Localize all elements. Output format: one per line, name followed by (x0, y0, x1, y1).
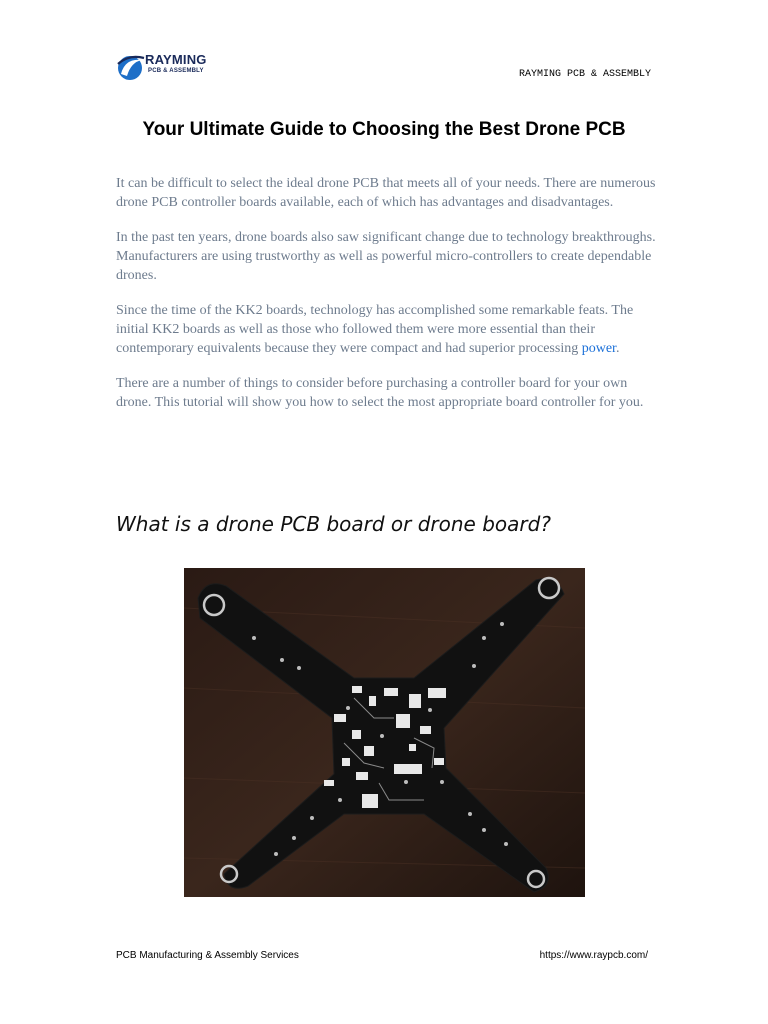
paragraph-3-end: . (615, 341, 620, 356)
rayming-logo-icon (115, 52, 145, 82)
logo-tagline: PCB & ASSEMBLY (148, 68, 204, 74)
paragraph-2: In the past ten years, drone boards also saw significant change due to technology breakthroughs. Manufacturers are using trustworthy as well as powerful micro-controllers to create dependable drones. (116, 230, 656, 283)
article-body (116, 174, 656, 428)
paragraph-3 (116, 301, 656, 358)
header-company-name: RAYMING PCB & ASSEMBLY (518, 69, 651, 80)
section-heading: What is a drone PCB board or drone board? (116, 512, 551, 536)
power-link[interactable]: power (581, 341, 616, 356)
drone-pcb-photo (184, 568, 585, 897)
footer-url[interactable]: https://www.raypcb.com/ (539, 950, 648, 961)
logo-name: RAYMING (145, 52, 207, 67)
paragraph-1: It can be difficult to select the ideal drone PCB that meets all of your needs. There are numerous drone PCB controller boards available, each of which has advantages and disadvantages. (116, 176, 656, 210)
page-title: Your Ultimate Guide to Choosing the Best Drone PCB (142, 119, 626, 140)
rayming-logo[interactable] (115, 50, 225, 82)
footer-services: PCB Manufacturing & Assembly Services (116, 950, 299, 961)
paragraph-3-text: Since the time of the KK2 boards, technology has accomplished some remarkable feats. The initial KK2 boards as well as those who followed them were more essential than their contemporary equivalents because they were compact and had superior processing (116, 303, 634, 356)
paragraph-4: There are a number of things to consider before purchasing a controller board for your own drone. This tutorial will show you how to select the most appropriate board controller for you. (116, 376, 644, 410)
